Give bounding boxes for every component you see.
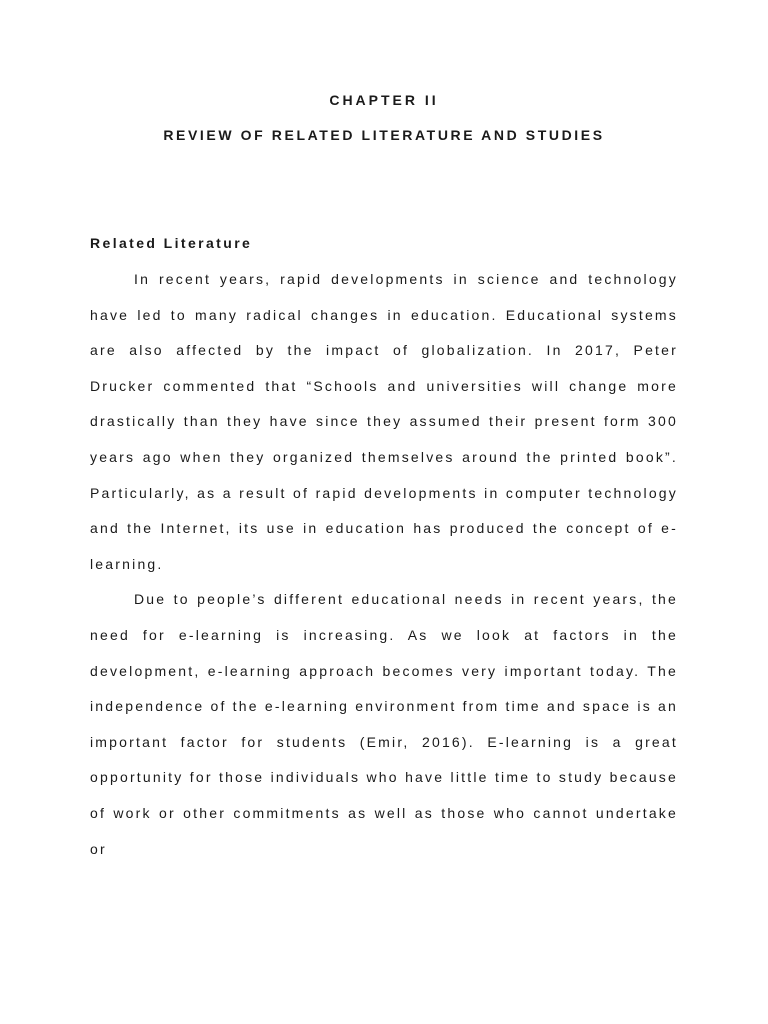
chapter-title: CHAPTER II (329, 92, 439, 108)
section-heading: Related Literature (90, 235, 253, 251)
chapter-subtitle: REVIEW OF RELATED LITERATURE AND STUDIES (163, 127, 605, 143)
paragraph-2: Due to people’s different educational needs in recent years, the need for e-learning is increasing. As we look at factors in the development, e-learning approach becomes very important today. The independence of the e-learning environment from time and space is an important factor for students (Emir, 2016). E-learning is a great opportunity for those individuals who have little time to study because of work or other commitments as well as those who cannot undertake or (90, 591, 678, 857)
body-text (90, 262, 678, 867)
paragraph-1: In recent years, rapid developments in science and technology have led to many radical changes in education. Educational systems are also affected by the impact of globalization. In 2017, Peter Drucker commented that “Schools and universities will change more drastically than they have since they assumed their present form 300 years ago when they organized themselves around the printed book”. Particularly, as a result of rapid developments in computer technology and the Internet, its use in education has produced the concept of e-learning. (90, 271, 678, 572)
